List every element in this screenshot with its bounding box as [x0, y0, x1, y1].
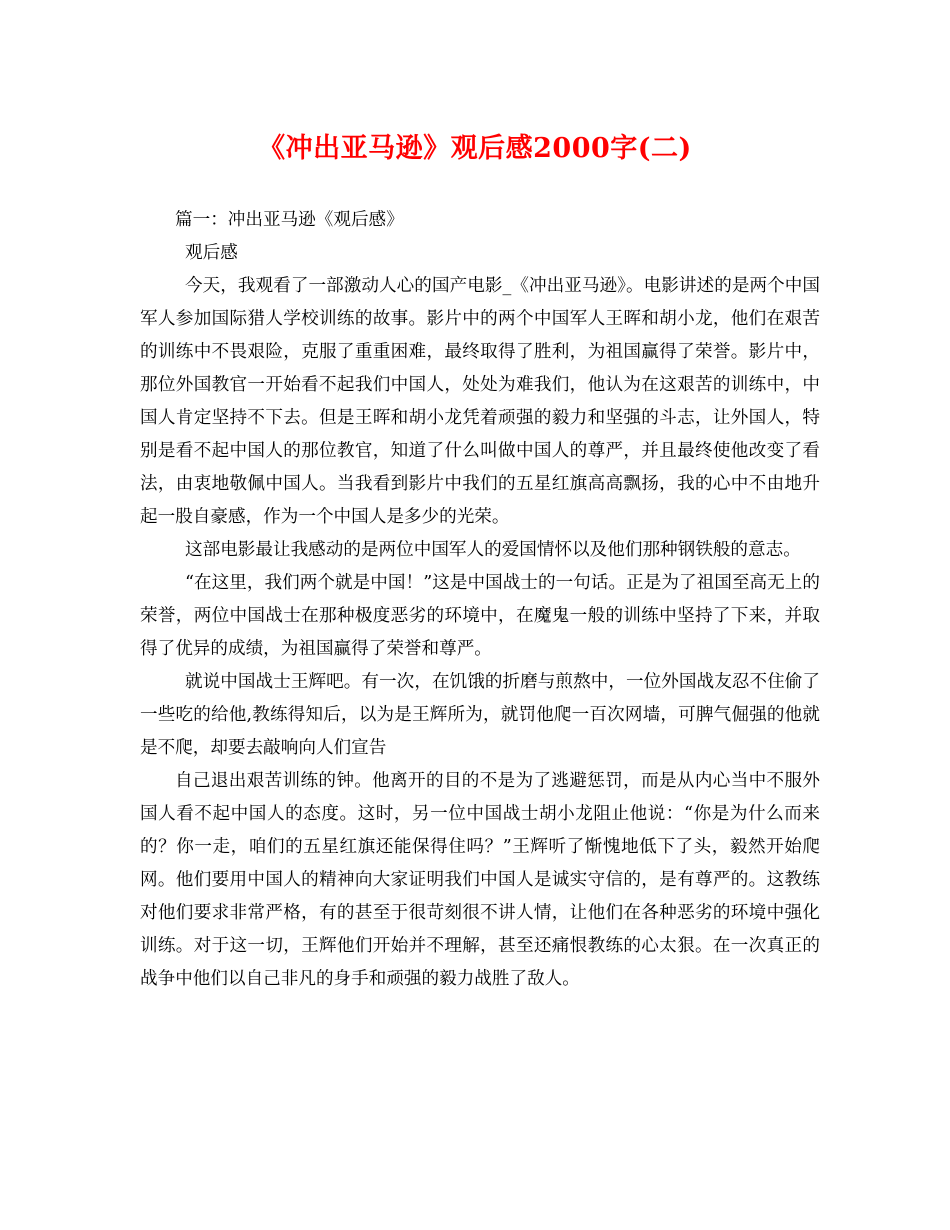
- paragraph-5: 自己退出艰苦训练的钟。他离开的目的不是为了逃避惩罚，而是从内心当中不服外国人看不起中国人的态度。这时，另一位中国战士胡小龙阻止他说：“你是为什么而来的？你一走，咱们的五星红旗还能保得住吗？”王辉听了惭愧地低下了头，毅然开始爬网。他们要用中国人的精神向大家证明我们中国人是诚实守信的，是有尊严的。这教练对他们要求非常严格，有的甚至于很苛刻很不讲人情，让他们在各种恶劣的环境中强化训练。对于这一切，王辉他们开始并不理解，甚至还痛恨教练的心太狠。在一次真正的战争中他们以自己非凡的身手和顽强的毅力战胜了敌人。: [140, 771, 820, 989]
- paragraph-4: 就说中国战士王辉吧。有一次，在饥饿的折磨与煎熬中，一位外国战友忍不住偷了一些吃的给他,教练得知后，以为是王辉所为，就罚他爬一百次网墙，可脾气倔强的他就是不爬，却要去敲响向人们宣告: [140, 672, 820, 758]
- document-title: 《冲出亚马逊》观后感2000字(二): [258, 133, 692, 164]
- section-heading: 篇一：冲出亚马逊《观后感》: [175, 210, 404, 230]
- sub-heading: 观后感: [185, 243, 238, 263]
- paragraph-2: 这部电影最让我感动的是两位中国军人的爱国情怀以及他们那种钢铁般的意志。: [185, 540, 801, 560]
- paragraph-3: “在这里，我们两个就是中国！”这是中国战士的一句话。正是为了祖国至高无上的荣誉，两位中国战士在那种极度恶劣的环境中，在魔鬼一般的训练中坚持了下来，并取得了优异的成绩，为祖国赢得了荣誉和尊严。: [140, 573, 820, 659]
- paragraph-1: 今天，我观看了一部激动人心的国产电影_《冲出亚马逊》。电影讲述的是两个中国军人参加国际猎人学校训练的故事。影片中的两个中国军人王晖和胡小龙，他们在艰苦的训练中不畏艰险，克服了重重困难，最终取得了胜利，为祖国赢得了荣誉。影片中，那位外国教官一开始看不起我们中国人，处处为难我们，他认为在这艰苦的训练中，中国人肯定坚持不下去。但是王晖和胡小龙凭着顽强的毅力和坚强的斗志，让外国人，特别是看不起中国人的那位教官，知道了什么叫做中国人的尊严，并且最终使他改变了看法，由衷地敬佩中国人。当我看到影片中我们的五星红旗高高飘扬，我的心中不由地升起一股自豪感，作为一个中国人是多少的光荣。: [140, 276, 820, 527]
- document-body: [140, 204, 820, 996]
